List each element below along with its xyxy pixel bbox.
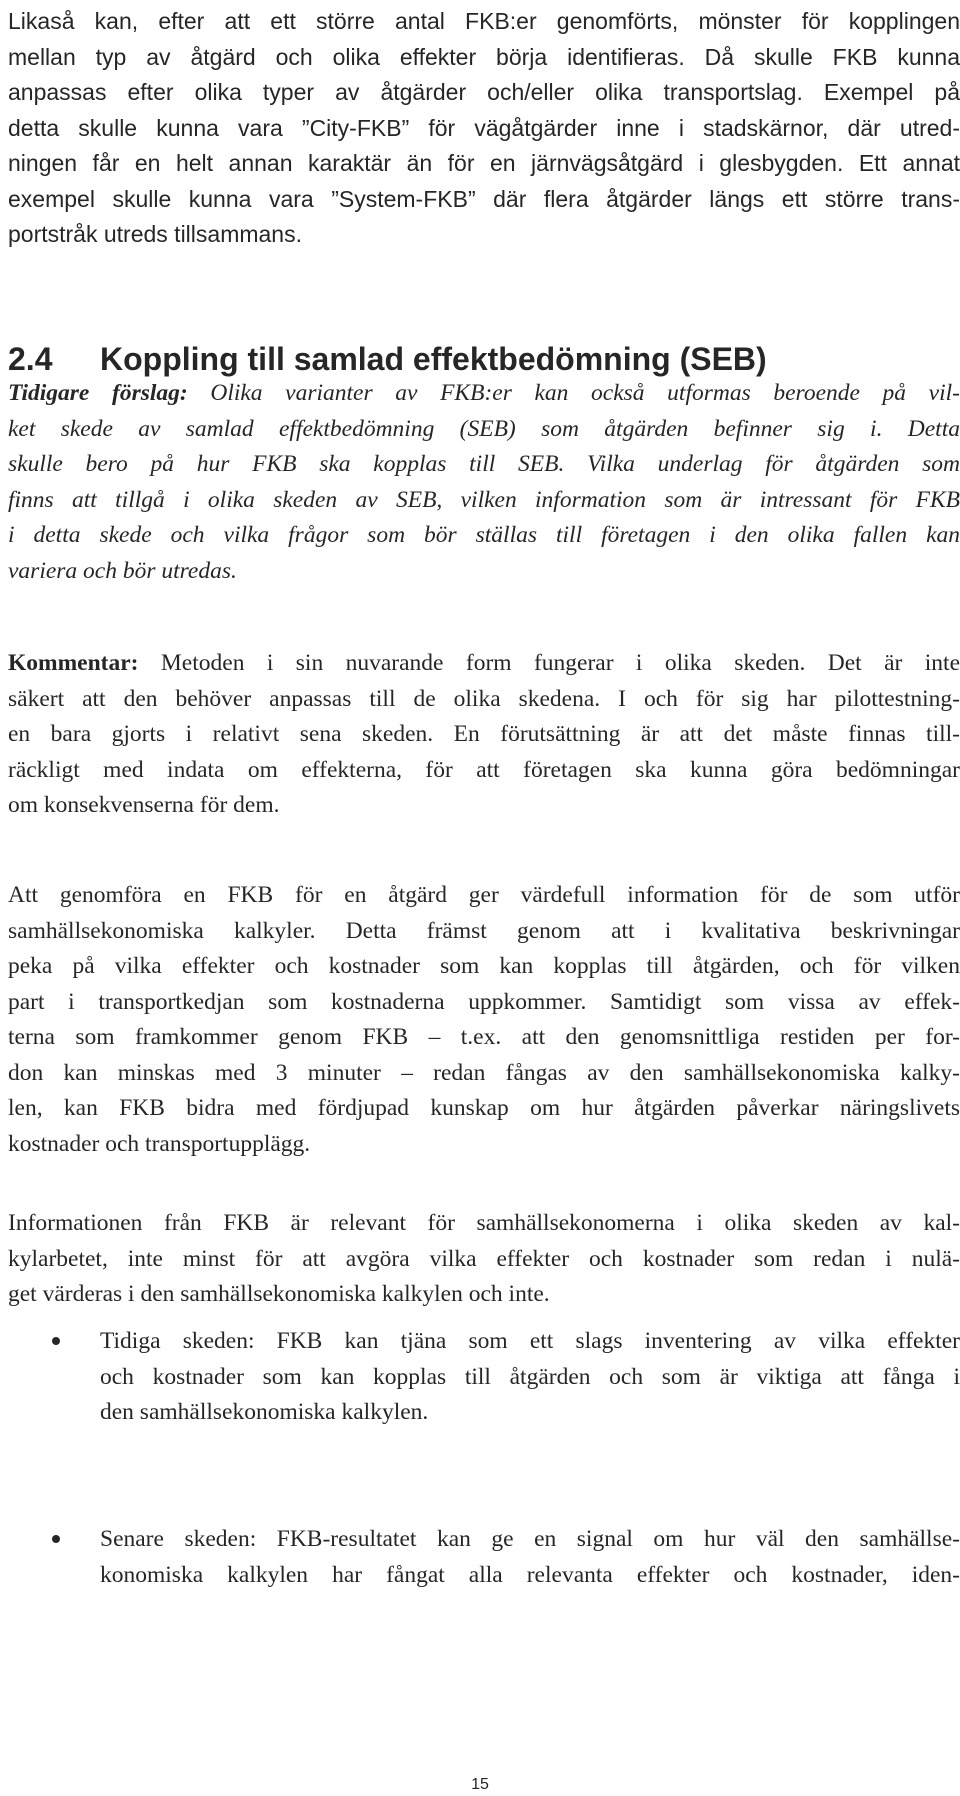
- text-line: den samhällsekonomiska kalkylen.: [100, 1399, 429, 1425]
- text-line: get värderas i den samhällsekonomiska kalkylen och inte.: [8, 1281, 550, 1307]
- text-line: Senare skeden: FKB-resultatet kan ge en signal om hur väl den samhällse-: [100, 1526, 960, 1552]
- text-line: mellan typ av åtgärd och olika effekter börja identifieras. Då skulle FKB kunna: [8, 43, 960, 70]
- text-line: terna som framkommer genom FKB – t.ex. att den genomsnittliga restiden per for-: [8, 1024, 960, 1050]
- page-number: 15: [471, 1776, 489, 1793]
- text-line: [8, 646, 960, 682]
- comment-paragraph: [8, 646, 960, 824]
- text-line: detta skulle kunna vara ”City-FKB” för vägåtgärder inne i stadskärnor, där utred-: [8, 114, 960, 141]
- intro-paragraph: [8, 4, 960, 253]
- text-line: säkert att den behöver anpassas till de olika skedena. I och för sig har pilottestning-: [8, 685, 960, 712]
- text-line: Att genomföra en FKB för en åtgärd ger värdefull information för de som utför: [8, 882, 960, 908]
- bullet-item-later-stages: [8, 1522, 960, 1593]
- text-line: samhällsekonomiska kalkyler. Detta främst genom att i kvalitativa beskrivningar: [8, 917, 960, 944]
- text-line: om konsekvenserna för dem.: [8, 792, 280, 818]
- text-line: part i transportkedjan som kostnaderna uppkommer. Samtidigt som vissa av effek-: [8, 988, 960, 1015]
- previous-proposal-label: Tidigare förslag:: [8, 380, 188, 406]
- info-paragraph: [8, 1206, 960, 1313]
- text-line: en bara gjorts i relativt sena skeden. En förutsättning är att det måste finnas till-: [8, 721, 960, 747]
- text-line: variera och bör utredas.: [8, 557, 237, 584]
- text-line: skulle bero på hur FKB ska kopplas till SEB. Vilka underlag för åtgärden som: [8, 451, 960, 477]
- text-line: kylarbetet, inte minst för att avgöra vilka effekter och kostnader som redan i nulä-: [8, 1245, 960, 1272]
- bullet-dot-icon: [52, 1337, 60, 1345]
- text-line: Informationen från FKB är relevant för samhällsekonomerna i olika skeden av kal-: [8, 1210, 960, 1236]
- section-title: Koppling till samlad effektbedömning (SEB): [100, 340, 767, 377]
- text-line: i detta skede och vilka frågor som bör ställas till företagen i den olika fallen kan: [8, 522, 960, 548]
- text-line: ningen får en helt annan karaktär än för en järnvägsåtgärd i glesbygden. Ett annat: [8, 150, 960, 176]
- text-line: [8, 376, 960, 412]
- previous-proposal-paragraph: [8, 376, 960, 589]
- text-line: Tidiga skeden: FKB kan tjäna som ett slags inventering av vilka effekter: [100, 1328, 960, 1354]
- text-line: ket skede av samlad effektbedömning (SEB) som åtgärden befinner sig i. Detta: [8, 415, 960, 442]
- comment-label: Kommentar:: [8, 650, 139, 676]
- text-line: konomiska kalkylen har fångat alla relevanta effekter och kostnader, iden-: [100, 1561, 960, 1588]
- text-line: kostnader och transportupplägg.: [8, 1130, 311, 1157]
- text-line: peka på vilka effekter och kostnader som kan kopplas till åtgärden, och för vilken: [8, 953, 960, 979]
- section-heading: [8, 339, 767, 379]
- text-fragment: Metoden i sin nuvarande form fungerar i olika skeden. Det är inte: [138, 650, 960, 676]
- text-line: Likaså kan, efter att ett större antal FKB:er genomförts, mönster för kopplingen: [8, 8, 960, 34]
- bullet-item-early-stages: [8, 1324, 960, 1431]
- text-line: anpassas efter olika typer av åtgärder och/eller olika transportslag. Exempel på: [8, 79, 960, 105]
- text-line: räckligt med indata om effekterna, för att företagen ska kunna göra bedömningar: [8, 756, 960, 783]
- value-paragraph: [8, 878, 960, 1162]
- text-line: portstråk utreds tillsammans.: [8, 221, 302, 247]
- bullet-dot-icon: [52, 1535, 60, 1543]
- text-line: don kan minskas med 3 minuter – redan fångas av den samhällsekonomiska kalky-: [8, 1059, 960, 1086]
- section-number: 2.4: [8, 340, 53, 377]
- text-line: och kostnader som kan kopplas till åtgärden och som är viktiga att fånga i: [100, 1363, 960, 1390]
- text-line: len, kan FKB bidra med fördjupad kunskap om hur åtgärden påverkar näringslivets: [8, 1095, 960, 1121]
- text-fragment: Olika varianter av FKB:er kan också utformas beroende på vil-: [187, 380, 960, 406]
- text-line: finns att tillgå i olika skeden av SEB, vilken information som är intressant för FKB: [8, 486, 960, 513]
- text-line: exempel skulle kunna vara ”System-FKB” där flera åtgärder längs ett större trans-: [8, 185, 960, 212]
